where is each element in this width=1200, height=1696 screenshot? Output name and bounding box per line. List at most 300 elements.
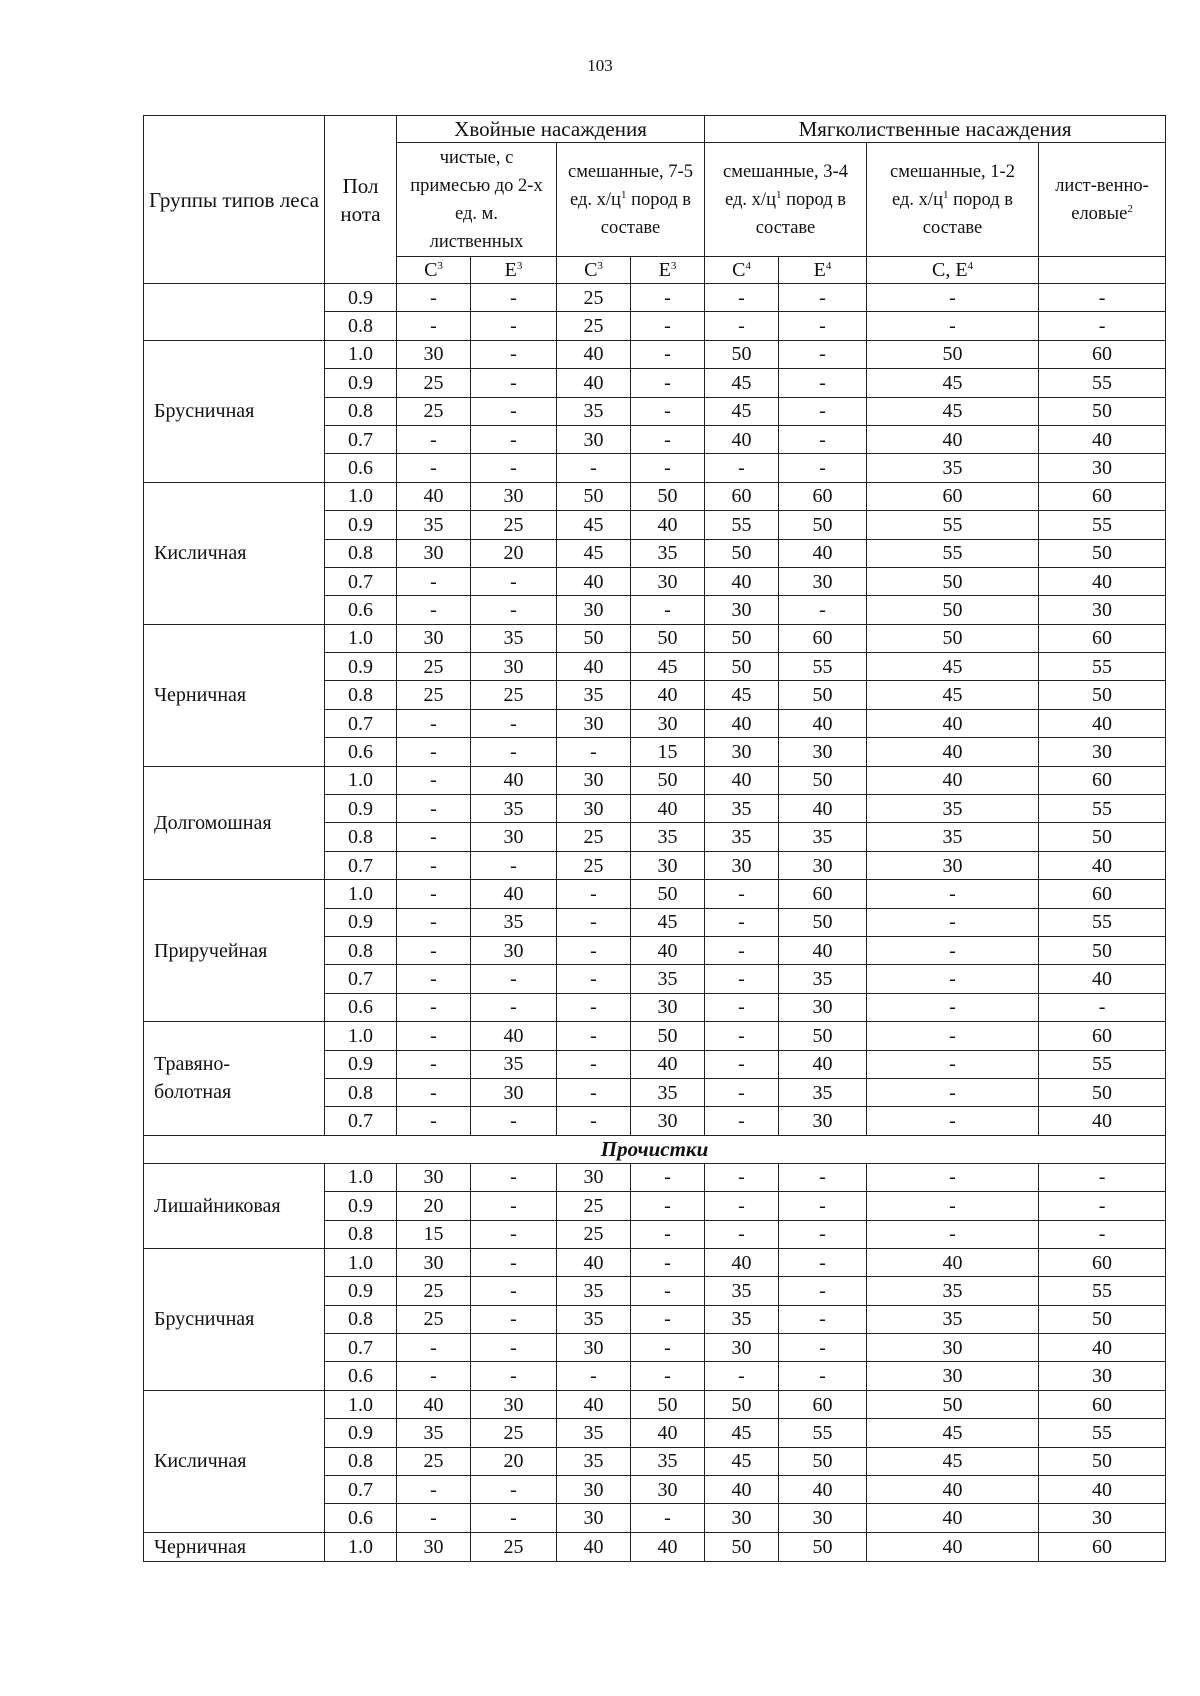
value-cell: - xyxy=(471,1220,557,1248)
value-cell: 50 xyxy=(1039,539,1166,567)
value-cell: 15 xyxy=(631,738,705,766)
value-cell: 30 xyxy=(1039,596,1166,624)
value-cell: - xyxy=(397,596,471,624)
value-cell: 55 xyxy=(867,511,1039,539)
value-cell: 45 xyxy=(867,369,1039,397)
value-cell: 30 xyxy=(705,851,779,879)
value-cell: 40 xyxy=(867,766,1039,794)
value-cell: 50 xyxy=(779,1532,867,1561)
value-cell: - xyxy=(397,965,471,993)
value-cell: 20 xyxy=(471,1447,557,1475)
value-cell: - xyxy=(631,1504,705,1532)
table-body xyxy=(144,284,1166,1562)
header-mixed-3-4 xyxy=(705,143,867,257)
value-cell: 35 xyxy=(557,1419,631,1447)
value-cell: 40 xyxy=(705,425,779,453)
value-cell: 30 xyxy=(471,823,557,851)
value-cell: - xyxy=(867,1220,1039,1248)
value-cell: 30 xyxy=(631,1107,705,1135)
table-row xyxy=(144,482,1166,510)
header-mixed-1-2-sup: 1 xyxy=(942,188,949,201)
value-cell: 50 xyxy=(557,624,631,652)
value-cell: 20 xyxy=(397,1192,471,1220)
value-cell: - xyxy=(557,1078,631,1106)
value-cell: 35 xyxy=(471,624,557,652)
value-cell: - xyxy=(471,312,557,340)
value-cell: 50 xyxy=(779,1022,867,1050)
value-cell: 35 xyxy=(779,1078,867,1106)
header-polnota xyxy=(325,116,397,284)
value-cell: - xyxy=(867,880,1039,908)
value-cell: 35 xyxy=(397,511,471,539)
value-cell: 60 xyxy=(779,1390,867,1418)
polnota-cell: 0.8 xyxy=(325,397,397,425)
value-cell: 55 xyxy=(1039,1277,1166,1305)
value-cell: 40 xyxy=(867,1532,1039,1561)
header-species-cell xyxy=(1039,257,1166,284)
header-species-cell xyxy=(557,257,631,284)
header-polnota-label: Пол нота xyxy=(340,173,381,226)
value-cell: 25 xyxy=(397,1277,471,1305)
value-cell: - xyxy=(1039,284,1166,312)
value-cell: - xyxy=(631,397,705,425)
value-cell: 30 xyxy=(557,709,631,737)
value-cell: 30 xyxy=(397,1163,471,1191)
value-cell: 35 xyxy=(705,823,779,851)
value-cell: - xyxy=(397,567,471,595)
value-cell: 40 xyxy=(867,1248,1039,1276)
polnota-cell: 1.0 xyxy=(325,624,397,652)
value-cell: - xyxy=(779,1362,867,1390)
value-cell: - xyxy=(631,454,705,482)
header-pure xyxy=(397,143,557,257)
value-cell: 30 xyxy=(705,596,779,624)
value-cell: 35 xyxy=(705,795,779,823)
value-cell: - xyxy=(631,1362,705,1390)
value-cell: 40 xyxy=(631,681,705,709)
value-cell: 30 xyxy=(471,1390,557,1418)
value-cell: 50 xyxy=(705,1390,779,1418)
polnota-cell: 0.8 xyxy=(325,823,397,851)
value-cell: - xyxy=(779,1334,867,1362)
value-cell: 40 xyxy=(471,766,557,794)
value-cell: - xyxy=(397,312,471,340)
value-cell: 40 xyxy=(779,1476,867,1504)
species-code: С xyxy=(732,258,746,281)
value-cell: 50 xyxy=(1039,823,1166,851)
value-cell: - xyxy=(631,425,705,453)
value-cell: - xyxy=(557,454,631,482)
value-cell: - xyxy=(705,908,779,936)
value-cell: 35 xyxy=(471,908,557,936)
value-cell: 30 xyxy=(779,567,867,595)
polnota-cell: 0.7 xyxy=(325,1476,397,1504)
value-cell: 55 xyxy=(1039,908,1166,936)
value-cell: 30 xyxy=(1039,1362,1166,1390)
value-cell: - xyxy=(397,766,471,794)
value-cell: - xyxy=(557,1107,631,1135)
species-code: Е xyxy=(658,258,671,281)
forest-group-label: Черничная xyxy=(154,684,247,707)
value-cell: 40 xyxy=(779,709,867,737)
species-code: С xyxy=(584,258,598,281)
value-cell: 45 xyxy=(557,539,631,567)
value-cell: 15 xyxy=(397,1220,471,1248)
value-cell: - xyxy=(397,284,471,312)
species-footnote: 3 xyxy=(437,259,443,272)
polnota-cell: 1.0 xyxy=(325,880,397,908)
value-cell: - xyxy=(631,1334,705,1362)
polnota-cell: 1.0 xyxy=(325,1163,397,1191)
value-cell: - xyxy=(471,1163,557,1191)
polnota-cell: 0.9 xyxy=(325,653,397,681)
value-cell: - xyxy=(631,596,705,624)
value-cell: 50 xyxy=(779,1447,867,1475)
forest-group-name xyxy=(144,284,325,341)
value-cell: 50 xyxy=(631,766,705,794)
value-cell: - xyxy=(705,312,779,340)
value-cell: - xyxy=(705,1362,779,1390)
value-cell: 30 xyxy=(557,1504,631,1532)
value-cell: - xyxy=(705,993,779,1021)
value-cell: 30 xyxy=(779,993,867,1021)
header-species-cell xyxy=(471,257,557,284)
value-cell: - xyxy=(631,1305,705,1333)
value-cell: - xyxy=(471,1305,557,1333)
polnota-cell: 0.9 xyxy=(325,1277,397,1305)
value-cell: - xyxy=(471,1362,557,1390)
value-cell: 60 xyxy=(1039,1532,1166,1561)
forest-group-label: Долгомошная xyxy=(154,811,272,834)
value-cell: 55 xyxy=(1039,1050,1166,1078)
value-cell: 50 xyxy=(705,1532,779,1561)
value-cell: - xyxy=(867,908,1039,936)
forest-group-label: Черничная xyxy=(154,1535,247,1558)
value-cell: 45 xyxy=(631,908,705,936)
value-cell: - xyxy=(557,1022,631,1050)
value-cell: 45 xyxy=(631,653,705,681)
forest-group-name xyxy=(144,1248,325,1390)
value-cell: 30 xyxy=(557,596,631,624)
table-row xyxy=(144,284,1166,312)
value-cell: - xyxy=(779,596,867,624)
value-cell: - xyxy=(705,454,779,482)
header-species-cell xyxy=(631,257,705,284)
value-cell: - xyxy=(471,993,557,1021)
value-cell: 40 xyxy=(631,1419,705,1447)
value-cell: - xyxy=(397,709,471,737)
value-cell: 40 xyxy=(867,709,1039,737)
value-cell: 40 xyxy=(631,795,705,823)
value-cell: 40 xyxy=(1039,567,1166,595)
value-cell: 40 xyxy=(557,653,631,681)
value-cell: 55 xyxy=(1039,369,1166,397)
value-cell: 35 xyxy=(631,1447,705,1475)
value-cell: - xyxy=(779,454,867,482)
value-cell: 30 xyxy=(397,1248,471,1276)
value-cell: 30 xyxy=(779,851,867,879)
value-cell: 40 xyxy=(471,880,557,908)
value-cell: - xyxy=(557,965,631,993)
header-mixed-7-5 xyxy=(557,143,705,257)
value-cell: 60 xyxy=(779,624,867,652)
forest-group-name xyxy=(144,340,325,482)
value-cell: 35 xyxy=(557,681,631,709)
value-cell: - xyxy=(631,1248,705,1276)
value-cell: - xyxy=(631,312,705,340)
polnota-cell: 0.9 xyxy=(325,795,397,823)
value-cell: - xyxy=(557,908,631,936)
polnota-cell: 0.8 xyxy=(325,1078,397,1106)
polnota-cell: 1.0 xyxy=(325,766,397,794)
header-mixed-3-4-text: смешанные, 3-4 ед. х/ц xyxy=(723,161,848,210)
value-cell: 40 xyxy=(867,1504,1039,1532)
value-cell: - xyxy=(631,1220,705,1248)
value-cell: 40 xyxy=(631,511,705,539)
table-header xyxy=(144,116,1166,284)
value-cell: 40 xyxy=(1039,1334,1166,1362)
header-mixed-1-2-text: смешанные, 1-2 ед. х/ц xyxy=(890,161,1015,210)
value-cell: - xyxy=(705,936,779,964)
value-cell: - xyxy=(867,1022,1039,1050)
table-row xyxy=(144,1248,1166,1276)
polnota-cell: 0.7 xyxy=(325,709,397,737)
value-cell: - xyxy=(471,1192,557,1220)
header-species-cell xyxy=(397,257,471,284)
value-cell: - xyxy=(779,312,867,340)
value-cell: 25 xyxy=(471,681,557,709)
polnota-cell: 0.7 xyxy=(325,425,397,453)
value-cell: 30 xyxy=(471,936,557,964)
polnota-cell: 0.8 xyxy=(325,1220,397,1248)
value-cell: - xyxy=(397,1334,471,1362)
value-cell: 50 xyxy=(1039,1078,1166,1106)
value-cell: - xyxy=(471,1107,557,1135)
value-cell: 60 xyxy=(1039,766,1166,794)
polnota-cell: 1.0 xyxy=(325,1532,397,1561)
value-cell: 35 xyxy=(867,1277,1039,1305)
value-cell: 50 xyxy=(1039,1447,1166,1475)
value-cell: - xyxy=(397,1504,471,1532)
value-cell: - xyxy=(471,965,557,993)
value-cell: 35 xyxy=(779,823,867,851)
polnota-cell: 0.9 xyxy=(325,1419,397,1447)
value-cell: 55 xyxy=(779,653,867,681)
value-cell: 40 xyxy=(557,1532,631,1561)
value-cell: 35 xyxy=(631,539,705,567)
value-cell: 60 xyxy=(1039,624,1166,652)
value-cell: 40 xyxy=(557,369,631,397)
value-cell: 30 xyxy=(557,766,631,794)
value-cell: - xyxy=(705,880,779,908)
header-mixed-3-4-tail: пород в составе xyxy=(755,189,846,238)
polnota-cell: 0.6 xyxy=(325,1504,397,1532)
value-cell: 40 xyxy=(631,1050,705,1078)
value-cell: 60 xyxy=(779,880,867,908)
value-cell: - xyxy=(471,738,557,766)
value-cell: - xyxy=(705,1192,779,1220)
value-cell: 35 xyxy=(867,823,1039,851)
table-row xyxy=(144,1390,1166,1418)
value-cell: 60 xyxy=(1039,1248,1166,1276)
value-cell: 20 xyxy=(471,539,557,567)
value-cell: 50 xyxy=(867,624,1039,652)
value-cell: - xyxy=(631,1163,705,1191)
forest-group-name xyxy=(144,1163,325,1248)
value-cell: - xyxy=(397,880,471,908)
header-leaf-spruce-label xyxy=(1054,172,1150,228)
value-cell: 30 xyxy=(397,624,471,652)
polnota-cell: 0.9 xyxy=(325,908,397,936)
table-row xyxy=(144,880,1166,908)
value-cell: - xyxy=(1039,1192,1166,1220)
value-cell: 45 xyxy=(557,511,631,539)
value-cell: - xyxy=(705,1107,779,1135)
value-cell: 25 xyxy=(397,1305,471,1333)
value-cell: - xyxy=(705,1050,779,1078)
forest-group-name xyxy=(144,1022,325,1136)
value-cell: - xyxy=(779,397,867,425)
species-footnote: 3 xyxy=(670,259,677,272)
value-cell: 40 xyxy=(779,539,867,567)
value-cell: 40 xyxy=(1039,425,1166,453)
polnota-cell: 0.8 xyxy=(325,312,397,340)
value-cell: 40 xyxy=(557,567,631,595)
header-species-cell xyxy=(779,257,867,284)
value-cell: 50 xyxy=(867,340,1039,368)
table-row xyxy=(144,1532,1166,1561)
value-cell: 40 xyxy=(779,795,867,823)
value-cell: - xyxy=(705,1163,779,1191)
header-mixed-7-5-label xyxy=(563,158,699,242)
value-cell: 50 xyxy=(557,482,631,510)
header-mixed-3-4-label xyxy=(716,158,856,242)
header-softleaf xyxy=(705,116,1166,143)
value-cell: 50 xyxy=(779,681,867,709)
value-cell: 60 xyxy=(779,482,867,510)
value-cell: 40 xyxy=(471,1022,557,1050)
value-cell: - xyxy=(397,823,471,851)
forest-group-label: Брусничная xyxy=(154,1308,255,1331)
value-cell: 25 xyxy=(557,823,631,851)
value-cell: 40 xyxy=(1039,709,1166,737)
polnota-cell: 0.8 xyxy=(325,539,397,567)
value-cell: 30 xyxy=(557,1163,631,1191)
value-cell: 25 xyxy=(557,312,631,340)
polnota-cell: 0.6 xyxy=(325,993,397,1021)
forest-group-label: Кисличная xyxy=(154,542,247,565)
value-cell: - xyxy=(779,284,867,312)
value-cell: - xyxy=(867,284,1039,312)
value-cell: 30 xyxy=(631,993,705,1021)
value-cell: 30 xyxy=(1039,454,1166,482)
polnota-cell: 1.0 xyxy=(325,482,397,510)
value-cell: - xyxy=(557,1362,631,1390)
value-cell: 50 xyxy=(779,511,867,539)
value-cell: 40 xyxy=(779,936,867,964)
value-cell: - xyxy=(1039,993,1166,1021)
value-cell: - xyxy=(471,284,557,312)
value-cell: 45 xyxy=(705,681,779,709)
value-cell: 40 xyxy=(867,425,1039,453)
forest-group-label: Лишайниковая xyxy=(154,1194,281,1217)
polnota-cell: 0.6 xyxy=(325,454,397,482)
forest-group-label: Кисличная xyxy=(154,1450,247,1473)
value-cell: - xyxy=(867,993,1039,1021)
value-cell: 55 xyxy=(1039,795,1166,823)
value-cell: - xyxy=(867,1107,1039,1135)
value-cell: - xyxy=(471,851,557,879)
value-cell: 45 xyxy=(705,397,779,425)
polnota-cell: 0.8 xyxy=(325,1447,397,1475)
value-cell: - xyxy=(397,1022,471,1050)
value-cell: 30 xyxy=(397,1532,471,1561)
value-cell: 40 xyxy=(1039,1476,1166,1504)
value-cell: 25 xyxy=(471,1419,557,1447)
species-footnote: 4 xyxy=(825,259,832,272)
value-cell: 35 xyxy=(631,823,705,851)
value-cell: 45 xyxy=(867,1419,1039,1447)
value-cell: 40 xyxy=(705,567,779,595)
value-cell: - xyxy=(397,795,471,823)
species-footnote: 4 xyxy=(967,259,974,272)
value-cell: - xyxy=(397,738,471,766)
value-cell: 35 xyxy=(867,1305,1039,1333)
polnota-cell: 0.6 xyxy=(325,1362,397,1390)
value-cell: 50 xyxy=(1039,681,1166,709)
value-cell: 40 xyxy=(779,1050,867,1078)
value-cell: 50 xyxy=(705,624,779,652)
value-cell: 55 xyxy=(1039,1419,1166,1447)
value-cell: 50 xyxy=(867,596,1039,624)
value-cell: 60 xyxy=(1039,1022,1166,1050)
forest-group-name xyxy=(144,766,325,880)
value-cell: 60 xyxy=(1039,482,1166,510)
value-cell: 40 xyxy=(557,1390,631,1418)
value-cell: 25 xyxy=(397,1447,471,1475)
value-cell: - xyxy=(471,1476,557,1504)
polnota-cell: 0.7 xyxy=(325,1334,397,1362)
value-cell: 55 xyxy=(705,511,779,539)
value-cell: 25 xyxy=(397,369,471,397)
value-cell: 30 xyxy=(557,795,631,823)
header-leaf-spruce-text: лист-венно-еловые xyxy=(1055,175,1149,224)
value-cell: 30 xyxy=(557,1476,631,1504)
value-cell: - xyxy=(631,369,705,397)
value-cell: - xyxy=(867,965,1039,993)
value-cell: 40 xyxy=(705,709,779,737)
value-cell: 30 xyxy=(471,653,557,681)
value-cell: 35 xyxy=(779,965,867,993)
value-cell: 30 xyxy=(557,425,631,453)
value-cell: - xyxy=(867,1078,1039,1106)
value-cell: - xyxy=(779,1192,867,1220)
forest-group-name xyxy=(144,624,325,766)
header-species-cell xyxy=(705,257,779,284)
forest-group-label: Приручейная xyxy=(154,939,268,962)
polnota-cell: 0.9 xyxy=(325,369,397,397)
value-cell: 50 xyxy=(631,1022,705,1050)
value-cell: 40 xyxy=(631,1532,705,1561)
value-cell: - xyxy=(867,936,1039,964)
species-code: Е xyxy=(504,258,517,281)
polnota-cell: 0.6 xyxy=(325,596,397,624)
value-cell: 40 xyxy=(631,936,705,964)
header-leaf-spruce-sup: 2 xyxy=(1127,202,1133,215)
value-cell: - xyxy=(397,993,471,1021)
value-cell: 50 xyxy=(705,340,779,368)
value-cell: - xyxy=(471,596,557,624)
